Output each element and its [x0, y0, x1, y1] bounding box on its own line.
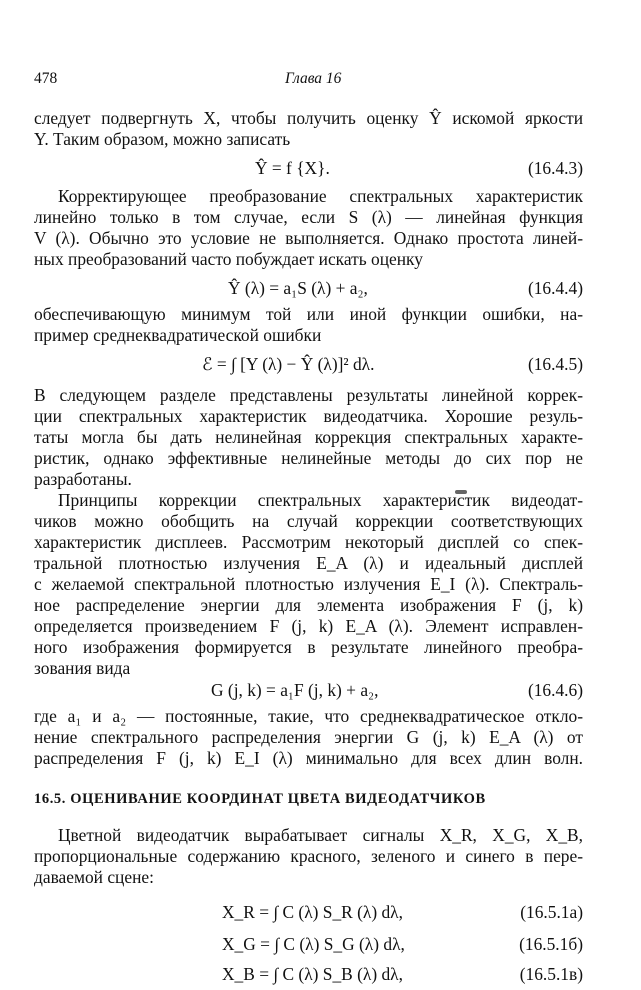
equation-number: (16.4.3) — [527, 158, 583, 178]
text-line: пример среднеквадратической ошибки — [34, 325, 322, 345]
text-line: определяется произведением F (j, k) E_A (λ). Элемент исправлен- — [34, 616, 583, 636]
text-line: В следующем разделе представлены результаты линейной коррек- — [34, 385, 583, 405]
text-line: ное распределение энергии для элемента изображения F (j, k) — [34, 595, 583, 615]
running-header-chapter: Глава 16 — [285, 70, 342, 87]
text-line: Y. Таким образом, можно записать — [34, 129, 291, 149]
text-line: где a₁ и a₂ — постоянные, такие, что среднеквадратическое откло- — [34, 706, 583, 726]
equation-formula: Ŷ = f {X}. — [255, 158, 330, 178]
text-line: чиков можно обобщить на случай коррекции соответствующих — [34, 511, 583, 531]
text-line: Принципы коррекции спектральных характеристик видеодат- — [58, 490, 583, 510]
text-line: Цветной видеодатчик вырабатывает сигналы X_R, X_G, X_B, — [58, 825, 583, 845]
equation-number: (16.4.6) — [527, 680, 583, 700]
equation-number: (16.5.1б) — [519, 934, 583, 954]
text-line: V (λ). Обычно это условие не выполняется. Однако простота линей- — [34, 228, 583, 248]
text-line: ции спектральных характеристик видеодатчика. Хорошие резуль- — [34, 406, 583, 426]
text-line: таты могла бы дать нелинейная коррекция спектральных характе- — [34, 427, 583, 447]
text-line: ристик, однако эффективные нелинейные методы до сих пор не — [34, 448, 583, 468]
equation-number: (16.4.5) — [527, 354, 583, 374]
text-line: даваемой сцене: — [34, 867, 154, 887]
text-line: ного изображения формируется в результате линейного преобра- — [34, 637, 583, 657]
text-line: характеристик дисплеев. Рассмотрим некоторый дисплей со спек- — [34, 532, 583, 552]
equation-formula: X_B = ∫ C (λ) S_B (λ) dλ, — [222, 964, 403, 984]
text-line: пропорциональные содержанию красного, зеленого и синего в пере- — [34, 846, 583, 866]
equation-number: (16.5.1а) — [520, 902, 583, 922]
section-heading: 16.5. ОЦЕНИВАНИЕ КООРДИНАТ ЦВЕТА ВИДЕОДАТЧИКОВ — [34, 791, 486, 807]
text-line: линейно только в том случае, если S (λ) — линейная функция — [34, 207, 583, 227]
text-line: с желаемой спектральной плотностью излучения E_I (λ). Спектраль- — [34, 574, 583, 594]
equation-number: (16.4.4) — [527, 278, 583, 298]
equation-formula: G (j, k) = a₁F (j, k) + a₂, — [211, 680, 379, 700]
text-line: обеспечивающую минимум той или иной функции ошибки, на- — [34, 304, 583, 324]
text-line: распределения F (j, k) E_I (λ) минимально для всех длин волн. — [34, 748, 583, 768]
text-line: разработаны. — [34, 469, 132, 489]
equation-formula: Ŷ (λ) = a₁S (λ) + a₂, — [228, 278, 368, 298]
equation-formula: X_R = ∫ C (λ) S_R (λ) dλ, — [222, 902, 403, 922]
equation-number: (16.5.1в) — [519, 964, 583, 984]
text-line: зования вида — [34, 658, 131, 678]
text-line: Корректирующее преобразование спектральных характеристик — [58, 186, 583, 206]
page-number: 478 — [34, 70, 58, 87]
equation-formula: X_G = ∫ C (λ) S_G (λ) dλ, — [222, 934, 405, 954]
text-line: нение спектрального распределения энергии G (j, k) E_A (λ) от — [34, 727, 583, 747]
text-line: тральной плотностью излучения E_A (λ) и идеальный дисплей — [34, 553, 583, 573]
text-line: следует подвергнуть X, чтобы получить оценку Ŷ искомой яркости — [34, 108, 583, 128]
text-line: ных преобразований часто побуждает искать оценку — [34, 249, 423, 269]
equation-formula: ℰ = ∫ [Y (λ) − Ŷ (λ)]² dλ. — [202, 354, 375, 374]
